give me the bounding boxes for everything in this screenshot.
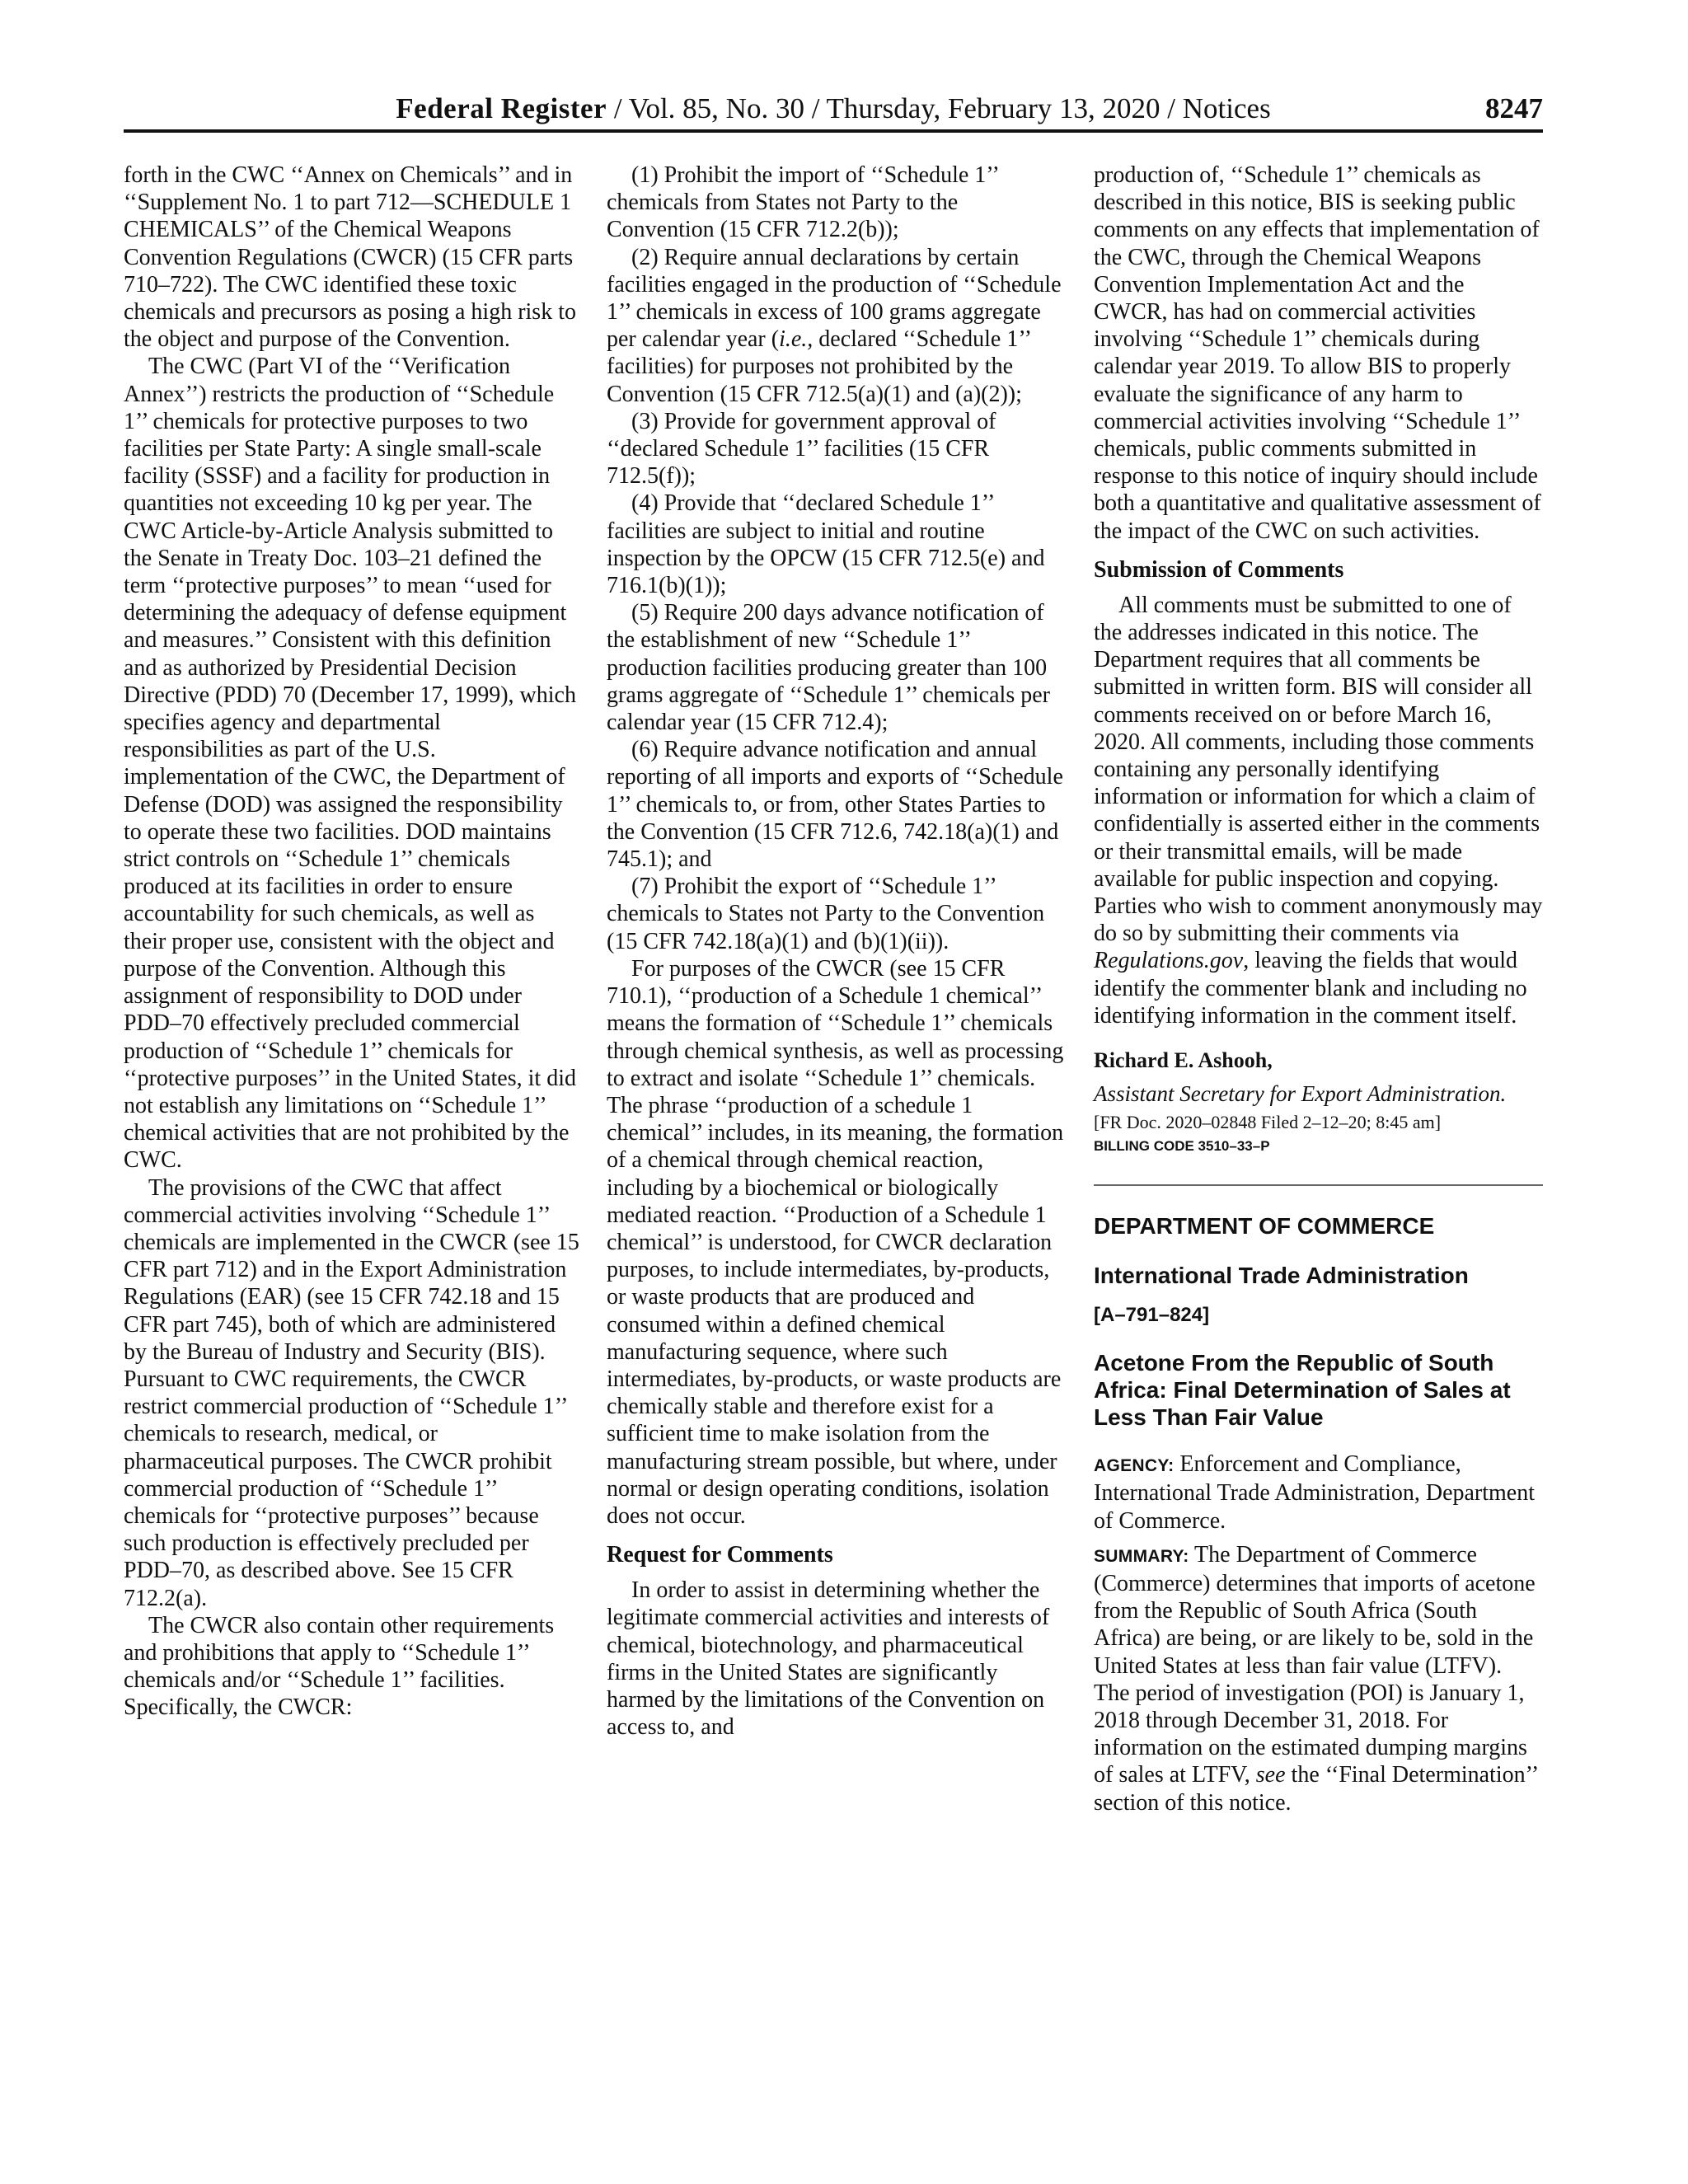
text-run: , leaving the fields that would identify the commenter blank and including no identifying information in the comment itself. — [1094, 948, 1527, 1029]
paragraph — [1094, 592, 1543, 1029]
signer-title: Assistant Secretary for Export Administration. — [1094, 1081, 1507, 1107]
section-heading: Request for Comments — [607, 1542, 833, 1568]
summary-label: SUMMARY: — [1094, 1546, 1189, 1566]
text-run: (2) Require annual declarations by certain facilities engaged in the production of ‘‘Schedule 1’’ chemicals in excess of 100 grams aggregate per calendar year ( — [607, 244, 1062, 353]
summary-paragraph — [1094, 1541, 1543, 1816]
agency-label: AGENCY: — [1094, 1456, 1175, 1476]
billing-code: BILLING CODE 3510–33–P — [1094, 1138, 1270, 1155]
list-item — [607, 244, 1068, 408]
signer-name: Richard E. Ashooh, — [1094, 1048, 1273, 1073]
list-item: (1) Prohibit the import of ‘‘Schedule 1’’ chemicals from States not Party to the Convention (15 CFR 712.2(b)); — [607, 162, 998, 243]
header-rule — [124, 129, 1543, 133]
docket-number: [A–791–824] — [1094, 1304, 1210, 1327]
document-title: Acetone From the Republic of South Africa: Final Determination of Sales at Less Than Fair Value — [1094, 1350, 1511, 1431]
text-run: Regulations.gov — [1094, 948, 1244, 974]
list-item: (7) Prohibit the export of ‘‘Schedule 1’’ chemicals to States not Party to the Convention (15 CFR 742.18(a)(1) and (b)(1)(ii)). — [607, 874, 1045, 954]
paragraph: production of, ‘‘Schedule 1’’ chemicals as described in this notice, BIS is seeking public comments on any effects that implementation of the CWC, through the Chemical Weapons Convention Implementation Act and the CWCR, has had on commercial activities involving ‘‘Schedule 1’’ chemicals during calendar year 2019. To allow BIS to properly evaluate the significance of any harm to commercial activities involving ‘‘Schedule 1’’ chemicals, public comments submitted in response to this notice of inquiry should include both a quantitative and qualitative assessment of the impact of the CWC on such activities. — [1094, 162, 1541, 544]
text-run: Enforcement and Compliance, International Trade Administration, Department of Commerce. — [1094, 1451, 1536, 1534]
text-run: All comments must be submitted to one of the addresses indicated in this notice. The Department requires that all comments be submitted in written form. BIS will consider all comments received on or before March 16, 2020. All comments, including those comments containing any personally identifying information or information for which a claim of confidentially is asserted either in the comments or their transmittal emails, will be made available for public inspection and copying. Parties who wish to comment anonymously may do so by submitting their comments via — [1094, 592, 1543, 947]
list-item: (4) Provide that ‘‘declared Schedule 1’’ facilities are subject to initial and routine inspection by the OPCW (15 CFR 712.5(e) and 716.1(b)(1)); — [607, 490, 1045, 599]
paragraph: For purposes of the CWCR (see 15 CFR 710.1), ‘‘production of a Schedule 1 chemical’’ means the formation of ‘‘Schedule 1’’ chemicals through chemical synthesis, as well as processing to extract and isolate ‘‘Schedule 1’’ chemicals. The phrase ‘‘production of a schedule 1 chemical’’ includes, in its meaning, the formation of a chemical through chemical reaction, including by a biochemical or biologically mediated reaction. ‘‘Production of a Schedule 1 chemical’’ is understood, for CWCR declaration purposes, to include intermediates, by-products, or waste products that are produced and consumed within a defined chemical manufacturing sequence, where such intermediates, by-products, or waste products are chemically stable and therefore exist for a sufficient time to make isolation from the manufacturing stream possible, but where, under normal or design operating conditions, isolation does not occur. — [607, 955, 1064, 1529]
section-divider — [1094, 1184, 1543, 1186]
column-1 — [124, 162, 581, 1722]
page-number: 8247 — [1485, 92, 1543, 124]
text-run: declared ‘‘Schedule 1’’ facilities) for purposes not prohibited by the Convention (15 CFR 712.5(a)(1) and (a)(2)); — [607, 326, 1030, 407]
text-run: see — [1255, 1762, 1286, 1788]
text-run: i.e., — [779, 326, 814, 353]
page-header — [124, 92, 1543, 134]
paragraph: The provisions of the CWC that affect commercial activities involving ‘‘Schedule 1’’ chemicals are implemented in the CWCR (see 15 CFR part 712) and in the Export Administration Regulations (EAR) (see 15 CFR 742.18 and 15 CFR part 745), both of which are administered by the Bureau of Industry and Security (BIS). Pursuant to CWC requirements, the CWCR restrict commercial production of ‘‘Schedule 1’’ chemicals to research, medical, or pharmaceutical purposes. The CWCR prohibit commercial production of ‘‘Schedule 1’’ chemicals for ‘‘protective purposes’’ because such production is effectively precluded per PDD–70, as described above. See 15 CFR 712.2(a). — [124, 1174, 579, 1611]
column-2 — [607, 162, 1068, 1741]
list-item: (5) Require 200 days advance notification of the establishment of new ‘‘Schedule 1’’ production facilities producing greater than 100 grams aggregate of ‘‘Schedule 1’’ chemicals per calendar year (15 CFR 712.4); — [607, 600, 1050, 736]
paragraph: The CWCR also contain other requirements and prohibitions that apply to ‘‘Schedule 1’’ chemicals and/or ‘‘Schedule 1’’ facilities. Specifically, the CWCR: — [124, 1612, 555, 1721]
issue-info: / Vol. 85, No. 30 / Thursday, February 13, 2020 / Notices — [607, 92, 1271, 124]
journal-name: Federal Register — [396, 92, 607, 124]
department-heading: DEPARTMENT OF COMMERCE — [1094, 1213, 1435, 1240]
running-head — [124, 92, 1543, 125]
paragraph: The CWC (Part VI of the ‘‘Verification Annex’’) restricts the production of ‘‘Schedule 1’’ chemicals for protective purposes to two facilities per State Party: A single small-scale facility (SSSF) and a facility for production in quantities not exceeding 10 kg per year. The CWC Article-by-Article Analysis submitted to the Senate in Treaty Doc. 103–21 defined the term ‘‘protective purposes’’ to mean ‘‘used for determining the adequacy of defense equipment and measures.’’ Consistent with this definition and as authorized by Presidential Decision Directive (PDD) 70 (December 17, 1999), which specifies agency and departmental responsibilities as part of the U.S. implementation of the CWC, the Department of Defense (DOD) was assigned the responsibility to operate these two facilities. DOD maintains strict controls on ‘‘Schedule 1’’ chemicals produced at its facilities in order to ensure accountability for such chemicals, as well as their proper use, consistent with the object and purpose of the Convention. Although this assignment of responsibility to DOD under PDD–70 effectively precluded commercial production of ‘‘Schedule 1’’ chemicals for ‘‘protective purposes’’ in the United States, it did not establish any limitations on ‘‘Schedule 1’’ chemical activities that are not prohibited by the CWC. — [124, 354, 576, 1174]
text-run: the ‘‘Final Determination’’ section of this notice. — [1094, 1762, 1538, 1816]
agency-paragraph — [1094, 1451, 1543, 1535]
list-item: (6) Require advance notification and annual reporting of all imports and exports of ‘‘Schedule 1’’ chemicals to, or from, other States Parties to the Convention (15 CFR 712.6, 742.18(a)(1) and 745.1); and — [607, 737, 1063, 873]
paragraph: forth in the CWC ‘‘Annex on Chemicals’’ and in ‘‘Supplement No. 1 to part 712—SCHEDULE 1 CHEMICALS’’ of the Chemical Weapons Convention Regulations (CWCR) (15 CFR parts 710–722). The CWC identified these toxic chemicals and precursors as posing a high risk to the object and purpose of the Convention. — [124, 162, 576, 353]
agency-heading: International Trade Administration — [1094, 1263, 1469, 1289]
section-heading: Submission of Comments — [1094, 556, 1344, 583]
list-item: (3) Provide for government approval of ‘‘declared Schedule 1’’ facilities (15 CFR 712.5(f)); — [607, 408, 996, 490]
column-3 — [1094, 162, 1543, 1816]
text-run: The Department of Commerce (Commerce) determines that imports of acetone from the Republic of South Africa (South Africa) are being, or are likely to be, sold in the United States at less than fair value (LTFV). The period of investigation (POI) is January 1, 2018 through December 31, 2018. For information on the estimated dumping margins of sales at LTFV, — [1094, 1541, 1536, 1788]
paragraph: In order to assist in determining whether the legitimate commercial activities and interests of chemical, biotechnology, and pharmaceutical firms in the United States are significantly harmed by the limitations of the Convention on access to, and — [607, 1577, 1050, 1741]
fr-doc-line: [FR Doc. 2020–02848 Filed 2–12–20; 8:45 am] — [1094, 1112, 1442, 1133]
